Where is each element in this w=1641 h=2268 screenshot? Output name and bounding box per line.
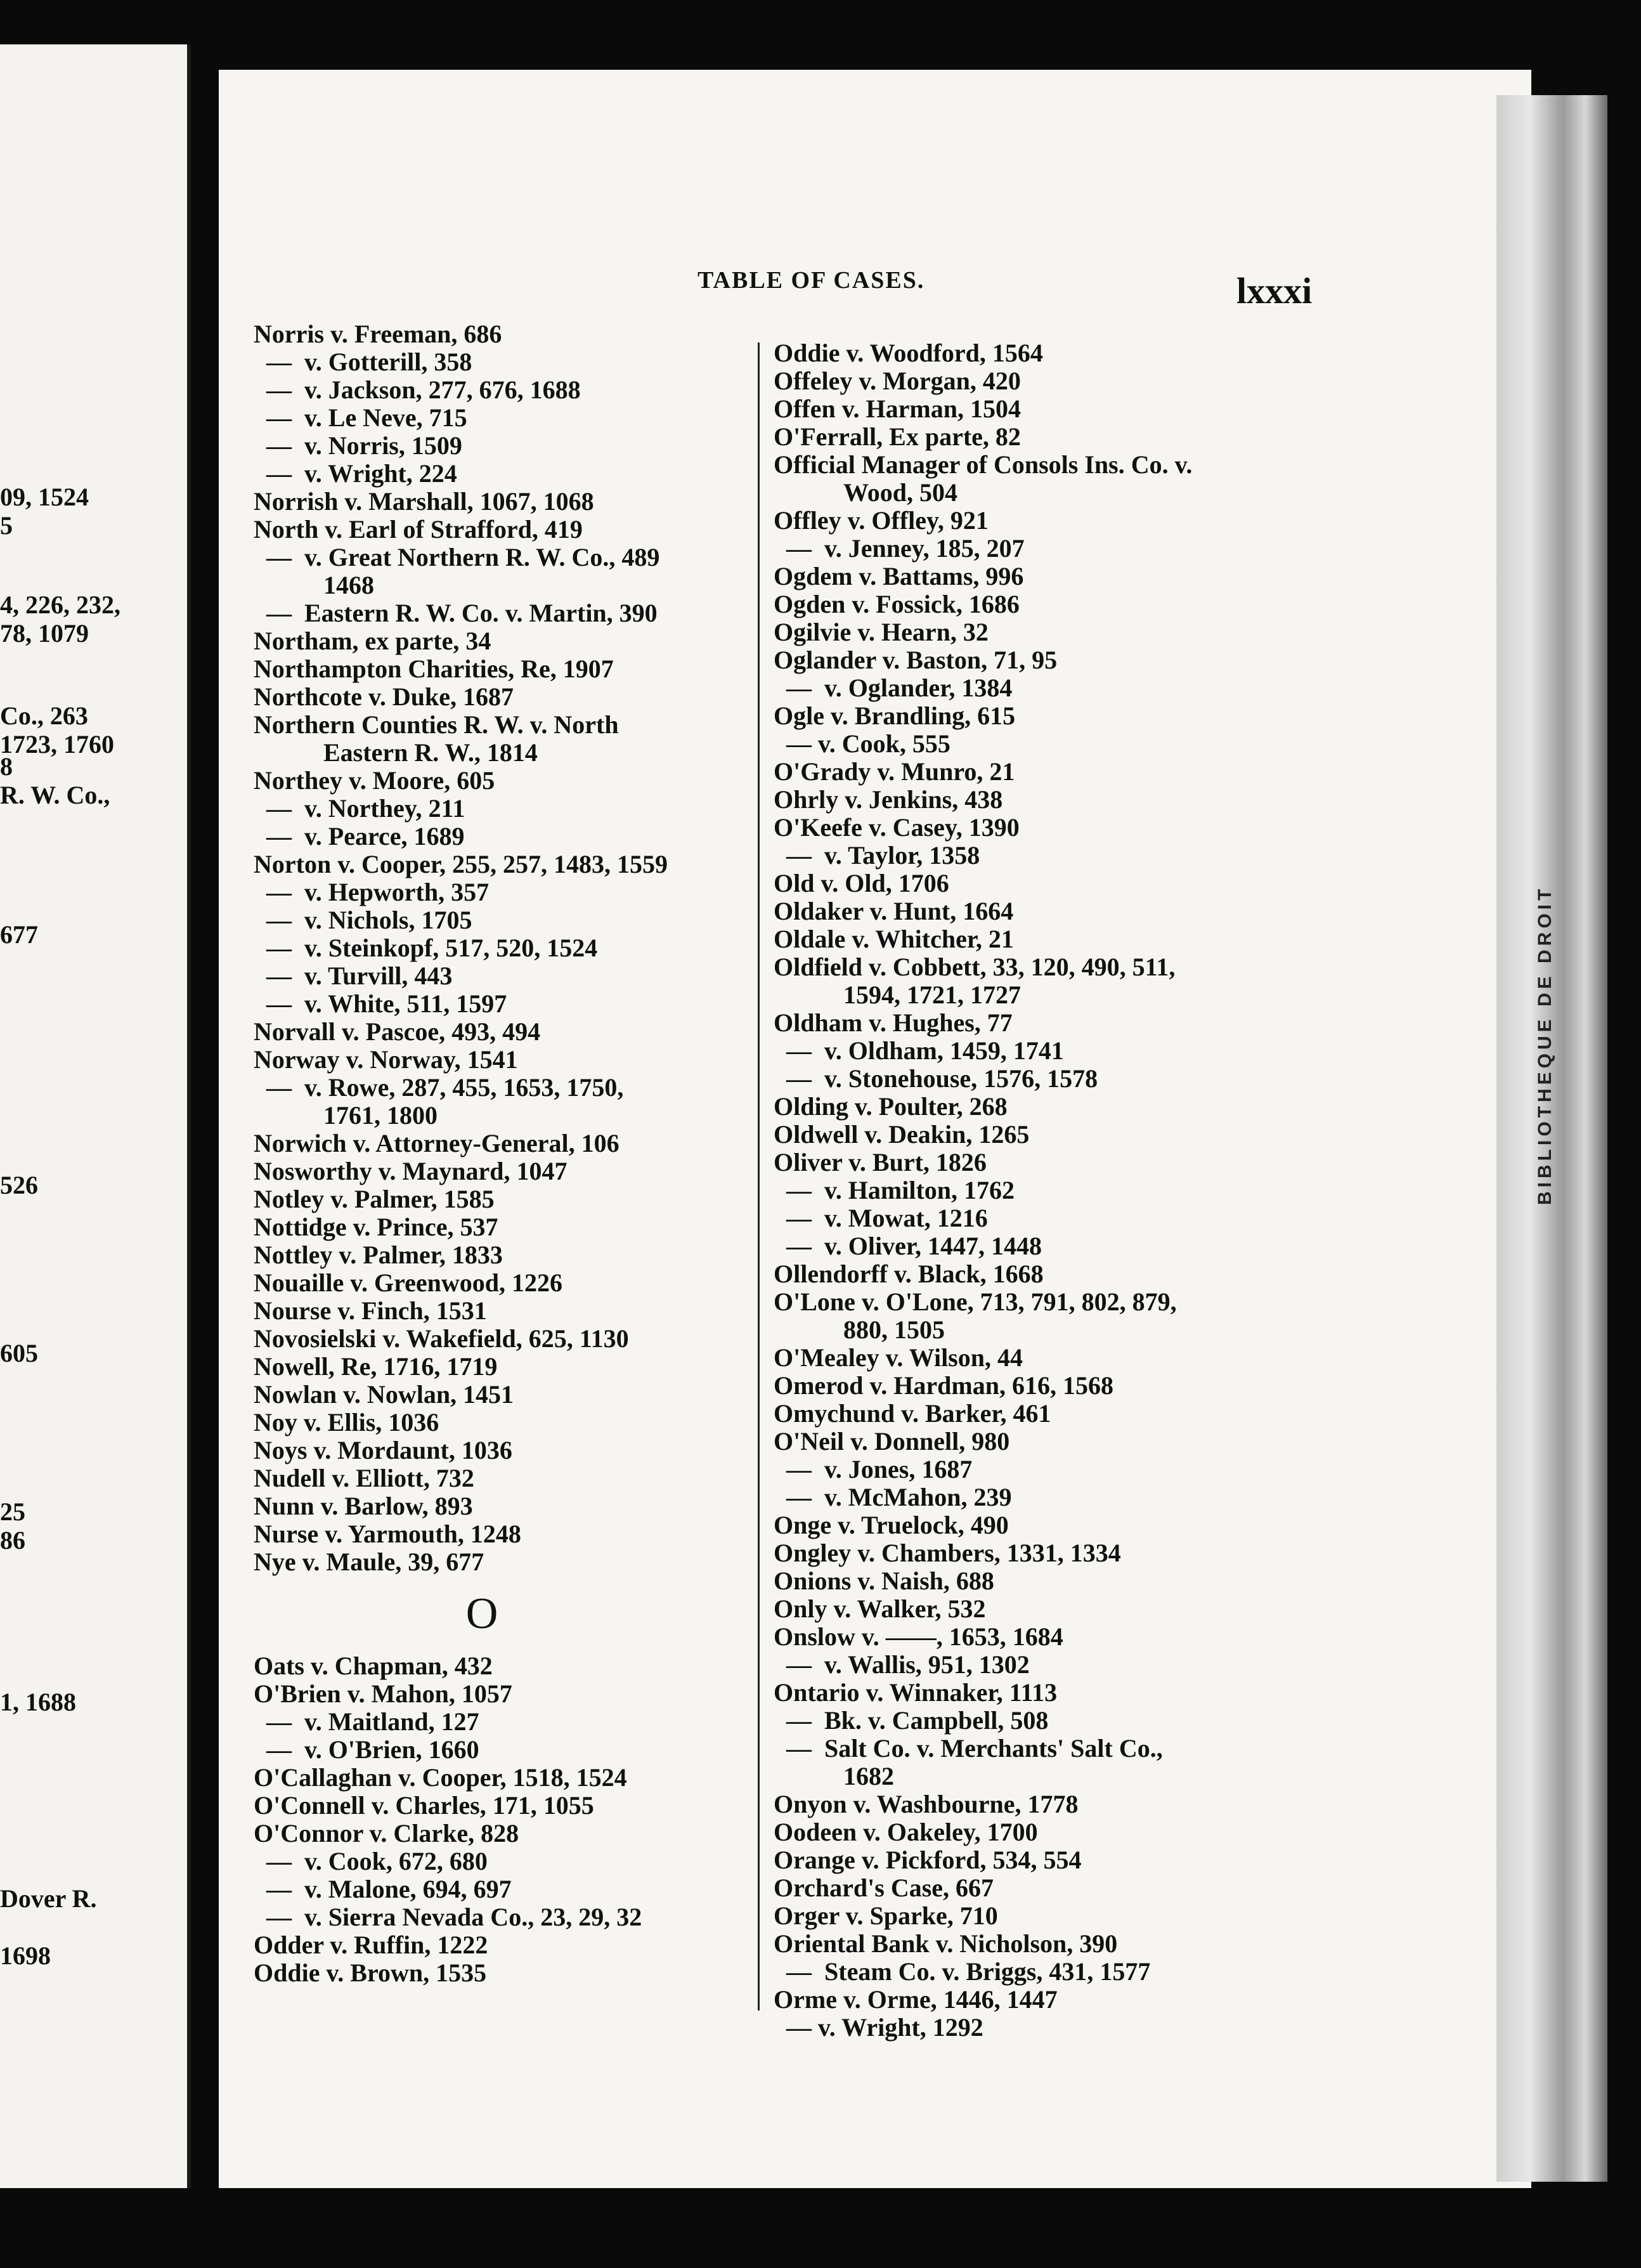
column-divider <box>758 342 760 2011</box>
case-entry: Oldaker v. Hunt, 1664 <box>774 897 1014 925</box>
case-entry: — v. Wright, 224 <box>254 459 457 488</box>
case-entry: Ogle v. Brandling, 615 <box>774 701 1016 730</box>
case-entry: — v. Rowe, 287, 455, 1653, 1750, <box>254 1073 624 1102</box>
case-entry: — v. Steinkopf, 517, 520, 1524 <box>254 934 598 962</box>
case-entry: Ongley v. Chambers, 1331, 1334 <box>774 1539 1121 1567</box>
case-entry: Noy v. Ellis, 1036 <box>254 1408 439 1437</box>
case-entry: Onge v. Truelock, 490 <box>774 1511 1009 1539</box>
case-entry: Only v. Walker, 532 <box>774 1594 986 1623</box>
case-entry: O'Connor v. Clarke, 828 <box>254 1819 519 1848</box>
case-entry: — v. Pearce, 1689 <box>254 822 465 850</box>
case-entry: 880, 1505 <box>843 1315 945 1344</box>
left-column <box>254 320 748 1987</box>
case-entry: Northcote v. Duke, 1687 <box>254 682 514 711</box>
case-entry: — v. Gotterill, 358 <box>254 348 472 376</box>
case-entry: 1761, 1800 <box>323 1101 438 1130</box>
right-column <box>774 339 1357 2042</box>
left-fragment: 5 <box>0 511 13 540</box>
case-entry: 1594, 1721, 1727 <box>843 981 1021 1009</box>
case-entry: — v. Oldham, 1459, 1741 <box>774 1036 1064 1065</box>
case-entry: Onions v. Naish, 688 <box>774 1567 994 1595</box>
case-entry: Onyon v. Washbourne, 1778 <box>774 1790 1079 1818</box>
case-entry: Ogden v. Fossick, 1686 <box>774 590 1020 618</box>
left-fragment: 8 <box>0 752 13 781</box>
page-title: TABLE OF CASES. <box>697 267 925 294</box>
left-fragment: 605 <box>0 1339 38 1367</box>
case-entry: Orange v. Pickford, 534, 554 <box>774 1846 1082 1874</box>
case-entry: Oriental Bank v. Nicholson, 390 <box>774 1929 1118 1958</box>
case-entry: — v. Jackson, 277, 676, 1688 <box>254 375 581 404</box>
left-fragment: 09, 1524 <box>0 483 89 511</box>
case-entry: Oodeen v. Oakeley, 1700 <box>774 1818 1038 1846</box>
left-page <box>0 44 191 2188</box>
case-entry: Nourse v. Finch, 1531 <box>254 1296 487 1325</box>
case-entry: Wood, 504 <box>843 478 958 507</box>
case-entry: Norwich v. Attorney-General, 106 <box>254 1129 619 1157</box>
case-entry: — v. Nichols, 1705 <box>254 906 472 934</box>
case-entry: Orger v. Sparke, 710 <box>774 1901 998 1930</box>
case-entry: — v. Taylor, 1358 <box>774 841 980 870</box>
case-entry: O'Grady v. Munro, 21 <box>774 757 1015 786</box>
case-entry: — v. Wallis, 951, 1302 <box>774 1650 1030 1679</box>
case-entry: — v. Sierra Nevada Co., 23, 29, 32 <box>254 1903 642 1931</box>
case-entry: Offeley v. Morgan, 420 <box>774 367 1021 395</box>
left-fragment: 1698 <box>0 1941 51 1970</box>
case-entry: Nouaille v. Greenwood, 1226 <box>254 1268 563 1297</box>
case-entry: Orme v. Orme, 1446, 1447 <box>774 1985 1058 2014</box>
left-fragment: 4, 226, 232, <box>0 590 120 619</box>
case-entry: O'Mealey v. Wilson, 44 <box>774 1343 1023 1372</box>
case-entry: O'Connell v. Charles, 171, 1055 <box>254 1791 594 1820</box>
case-entry: Norway v. Norway, 1541 <box>254 1045 518 1074</box>
case-entry: Nottley v. Palmer, 1833 <box>254 1241 503 1269</box>
page-number: lxxxi <box>1236 270 1313 311</box>
case-entry: Nurse v. Yarmouth, 1248 <box>254 1520 521 1548</box>
case-entry: — v. Northey, 211 <box>254 794 465 823</box>
case-entry: Nowell, Re, 1716, 1719 <box>254 1352 498 1381</box>
case-entry: — v. Oglander, 1384 <box>774 674 1013 702</box>
case-entry: O'Keefe v. Casey, 1390 <box>774 813 1020 842</box>
section-letter: O <box>465 1589 498 1638</box>
case-entry: Omerod v. Hardman, 616, 1568 <box>774 1371 1113 1400</box>
case-entry: Ollendorff v. Black, 1668 <box>774 1260 1044 1288</box>
case-entry: Oldwell v. Deakin, 1265 <box>774 1120 1030 1149</box>
case-entry: — v. Norris, 1509 <box>254 431 462 460</box>
case-entry: Oglander v. Baston, 71, 95 <box>774 646 1058 674</box>
case-entry: — v. Oliver, 1447, 1448 <box>774 1232 1042 1260</box>
case-entry: Onslow v. ——, 1653, 1684 <box>774 1622 1063 1651</box>
case-entry: Official Manager of Consols Ins. Co. v. <box>774 450 1193 479</box>
left-fragment: 86 <box>0 1526 25 1554</box>
left-fragment: R. W. Co., <box>0 781 110 809</box>
case-entry: Oliver v. Burt, 1826 <box>774 1148 987 1176</box>
case-entry: Ogilvie v. Hearn, 32 <box>774 618 989 646</box>
case-entry: — v. Malone, 694, 697 <box>254 1875 512 1903</box>
case-entry: — v. Le Neve, 715 <box>254 403 467 432</box>
case-entry: Oats v. Chapman, 432 <box>254 1652 493 1680</box>
case-entry: O'Lone v. O'Lone, 713, 791, 802, 879, <box>774 1287 1177 1316</box>
case-entry: 1468 <box>323 571 374 599</box>
case-entry: O'Neil v. Donnell, 980 <box>774 1427 1010 1456</box>
case-entry: Ogdem v. Battams, 996 <box>774 562 1024 590</box>
left-fragment: 78, 1079 <box>0 619 89 648</box>
left-fragment: Co., 263 <box>0 701 88 730</box>
case-entry: 1682 <box>843 1762 894 1790</box>
case-entry: Odder v. Ruffin, 1222 <box>254 1931 488 1959</box>
case-entry: Norrish v. Marshall, 1067, 1068 <box>254 487 594 516</box>
left-fragment: 526 <box>0 1171 38 1199</box>
case-entry: — Salt Co. v. Merchants' Salt Co., <box>774 1734 1163 1763</box>
case-entry: — v. McMahon, 239 <box>774 1483 1012 1511</box>
case-entry: Nudell v. Elliott, 732 <box>254 1464 474 1492</box>
case-entry: Oldale v. Whitcher, 21 <box>774 925 1014 953</box>
case-entry: Nowlan v. Nowlan, 1451 <box>254 1380 514 1409</box>
case-entry: Eastern R. W., 1814 <box>323 738 538 767</box>
case-entry: — Eastern R. W. Co. v. Martin, 390 <box>254 599 658 627</box>
case-entry: Norton v. Cooper, 255, 257, 1483, 1559 <box>254 850 668 878</box>
case-entry: Orchard's Case, 667 <box>774 1874 994 1902</box>
case-entry: Notley v. Palmer, 1585 <box>254 1185 495 1213</box>
case-entry: Oldham v. Hughes, 77 <box>774 1008 1013 1037</box>
case-entry: Norvall v. Pascoe, 493, 494 <box>254 1017 541 1046</box>
case-entry: Olding v. Poulter, 268 <box>774 1092 1008 1121</box>
case-entry: — v. O'Brien, 1660 <box>254 1735 479 1764</box>
case-entry: Northern Counties R. W. v. North <box>254 710 619 739</box>
case-entry: Nunn v. Barlow, 893 <box>254 1492 473 1520</box>
left-fragment: Dover R. <box>0 1884 97 1913</box>
case-entry: Ohrly v. Jenkins, 438 <box>774 785 1003 814</box>
case-entry: Oddie v. Brown, 1535 <box>254 1958 487 1987</box>
case-entry: O'Ferrall, Ex parte, 82 <box>774 422 1021 451</box>
case-entry: — v. Great Northern R. W. Co., 489 <box>254 543 660 571</box>
left-fragment: 1, 1688 <box>0 1688 76 1716</box>
case-entry: — Bk. v. Campbell, 508 <box>774 1706 1049 1735</box>
case-entry: Nottidge v. Prince, 537 <box>254 1213 498 1241</box>
case-entry: Nye v. Maule, 39, 677 <box>254 1548 484 1576</box>
case-entry: — v. Cook, 672, 680 <box>254 1847 488 1875</box>
case-entry: Offen v. Harman, 1504 <box>774 394 1021 423</box>
case-entry: — v. Jones, 1687 <box>774 1455 973 1483</box>
case-entry: O'Callaghan v. Cooper, 1518, 1524 <box>254 1763 627 1792</box>
case-entry: Northey v. Moore, 605 <box>254 766 495 795</box>
case-entry: — v. Maitland, 127 <box>254 1707 479 1736</box>
case-entry: — v. Jenney, 185, 207 <box>774 534 1025 563</box>
case-entry: Oldfield v. Cobbett, 33, 120, 490, 511, <box>774 953 1176 981</box>
left-fragment: 1723, 1760 <box>0 730 114 759</box>
case-entry: — v. Hamilton, 1762 <box>774 1176 1015 1204</box>
case-entry: Offley v. Offley, 921 <box>774 506 989 535</box>
case-entry: Novosielski v. Wakefield, 625, 1130 <box>254 1324 629 1353</box>
case-entry: — v. Mowat, 1216 <box>774 1204 988 1232</box>
case-entry: — v. Turvill, 443 <box>254 961 453 990</box>
case-entry: — v. White, 511, 1597 <box>254 989 507 1018</box>
case-entry: — v. Hepworth, 357 <box>254 878 490 906</box>
case-entry: Oddie v. Woodford, 1564 <box>774 339 1043 367</box>
case-entry: Omychund v. Barker, 461 <box>774 1399 1051 1428</box>
left-fragment: 677 <box>0 920 38 949</box>
case-entry: — v. Cook, 555 <box>774 729 950 758</box>
case-entry: — v. Stonehouse, 1576, 1578 <box>774 1064 1098 1093</box>
case-entry: Old v. Old, 1706 <box>774 869 949 897</box>
case-entry: Norris v. Freeman, 686 <box>254 320 502 348</box>
left-fragment: 25 <box>0 1497 25 1526</box>
case-entry: North v. Earl of Strafford, 419 <box>254 515 583 544</box>
case-entry: — Steam Co. v. Briggs, 431, 1577 <box>774 1957 1151 1986</box>
case-entry: Nosworthy v. Maynard, 1047 <box>254 1157 568 1185</box>
library-stamp: BIBLIOTHEQUE DE DROIT <box>1534 885 1555 1205</box>
case-entry: — v. Wright, 1292 <box>774 2013 983 2042</box>
case-entry: Ontario v. Winnaker, 1113 <box>774 1678 1058 1707</box>
case-entry: Northam, ex parte, 34 <box>254 627 491 655</box>
case-entry: Northampton Charities, Re, 1907 <box>254 655 614 683</box>
case-entry: Noys v. Mordaunt, 1036 <box>254 1436 512 1464</box>
case-entry: O'Brien v. Mahon, 1057 <box>254 1679 512 1708</box>
